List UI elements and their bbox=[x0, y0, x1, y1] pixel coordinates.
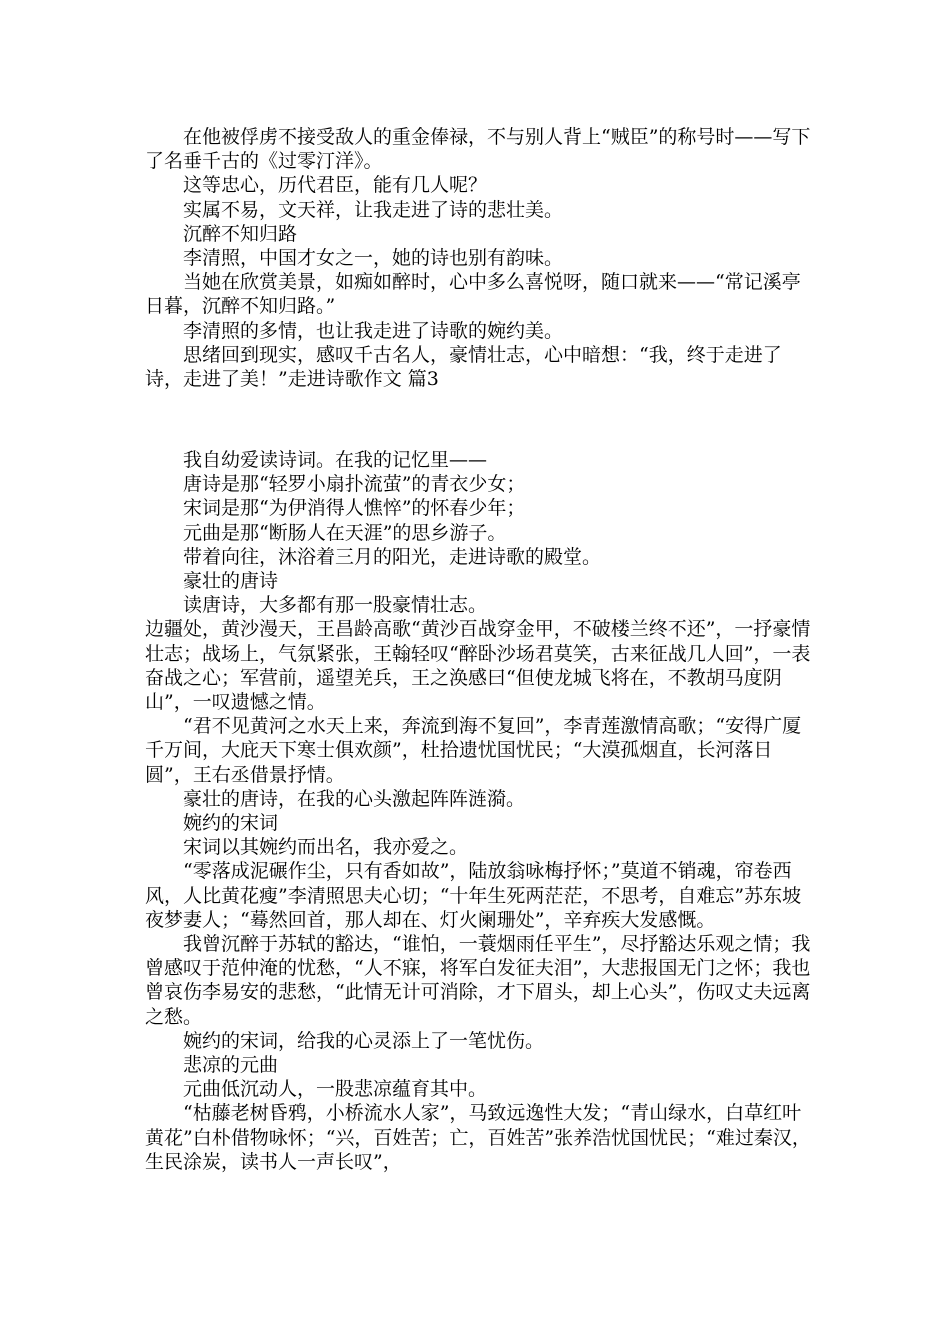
paragraph: 宋词以其婉约而出名，我亦爱之。 bbox=[183, 836, 469, 859]
paragraph: 带着向往，沐浴着三月的阳光，走进诗歌的殿堂。 bbox=[183, 545, 602, 568]
paragraph: 唐诗是那“轻罗小扇扑流萤”的青衣少女； bbox=[183, 473, 526, 496]
paragraph: 我曾沉醉于苏轼的豁达，“谁怕，一蓑烟雨任平生”，尽抒豁达乐观之情；我曾感叹于范仲淹的忧愁，“人不寐，将军白发征夫泪”，大悲报国无门之怀；我也曾哀伤李易安的悲愁，“此情无计可消除，才下眉头，却上心头”，伤叹丈夫远离之愁。 bbox=[145, 933, 811, 1028]
text-section-2 bbox=[145, 448, 815, 1174]
paragraph: 沉醉不知归路 bbox=[183, 222, 298, 245]
paragraph: 在他被俘虏不接受敌人的重金俸禄，不与别人背上“贼臣”的称号时——写下了名垂千古的《过零汀洋》。 bbox=[145, 126, 811, 173]
paragraph: “零落成泥碾作尘，只有香如故”，陆放翁咏梅抒怀；”莫道不销魂，帘卷西风，人比黄花瘦”李清照思夫心切；“十年生死两茫茫，不思考，自难忘”苏东坡夜梦妻人；“蓦然回首，那人却在、灯火阑珊处”，辛弃疾大发感慨。 bbox=[145, 860, 802, 931]
paragraph: 婉约的宋词 bbox=[183, 812, 279, 835]
paragraph: 我自幼爱读诗词。在我的记忆里—— bbox=[183, 449, 488, 471]
paragraph: 婉约的宋词，给我的心灵添上了一笔忧伤。 bbox=[183, 1029, 545, 1052]
paragraph: 元曲低沉动人，一股悲凉蕴育其中。 bbox=[183, 1078, 488, 1101]
paragraph: 读唐诗，大多都有那一股豪情壮志。 bbox=[183, 594, 488, 617]
paragraph: 宋词是那“为伊消得人憔悴”的怀春少年； bbox=[183, 497, 526, 520]
paragraph: “枯藤老树昏鸦，小桥流水人家”，马致远逸性大发；“青山绿水，白草红叶黄花”白朴借物咏怀；“兴，百姓苦；亡，百姓苦”张养浩忧国忧民；“难过秦汉，生民涂炭，读书人一声长叹”， bbox=[145, 1102, 811, 1173]
paragraph: 这等忠心，历代君臣，能有几人呢？ bbox=[183, 174, 488, 197]
paragraph: 实属不易，文天祥，让我走进了诗的悲壮美。 bbox=[183, 198, 564, 221]
paragraph: “君不见黄河之水天上来，奔流到海不复回”，李青莲激情高歌；“安得广厦千万间，大庇天下寒士俱欢颜”，杜拾遗忧国忧民；“大漠孤烟直，长河落日圆”，王右丞借景抒情。 bbox=[145, 715, 802, 786]
paragraph: 李清照的多情，也让我走进了诗歌的婉约美。 bbox=[183, 319, 564, 342]
paragraph: 悲凉的元曲 bbox=[183, 1054, 279, 1077]
text-section-1 bbox=[145, 125, 815, 391]
paragraph: 豪壮的唐诗，在我的心头激起阵阵涟漪。 bbox=[183, 787, 526, 810]
paragraph: 思绪回到现实，感叹千古名人，豪情壮志，心中暗想：“我，终于走进了诗，走进了美！”走进诗歌作文 篇3 bbox=[145, 343, 782, 391]
paragraph: 李清照，中国才女之一，她的诗也别有韵味。 bbox=[183, 247, 564, 270]
paragraph: 当她在欣赏美景，如痴如醉时，心中多么喜悦呀，随口就来——“常记溪亭日暮，沉醉不知归路。” bbox=[145, 271, 801, 318]
paragraph: 豪壮的唐诗 bbox=[183, 570, 279, 593]
paragraph: 边疆处，黄沙漫天，王昌龄高歌“黄沙百战穿金甲，不破楼兰终不还”，一抒豪情壮志；战场上，气氛紧张，王翰轻叹“醉卧沙场君莫笑，古来征战几人回”，一表奋战之心；军营前，遥望羌兵，王之涣感曰“但使龙城飞将在，不教胡马度阴山”，一叹遗憾之情。 bbox=[145, 618, 811, 714]
paragraph: 元曲是那“断肠人在天涯”的思乡游子。 bbox=[183, 521, 507, 544]
